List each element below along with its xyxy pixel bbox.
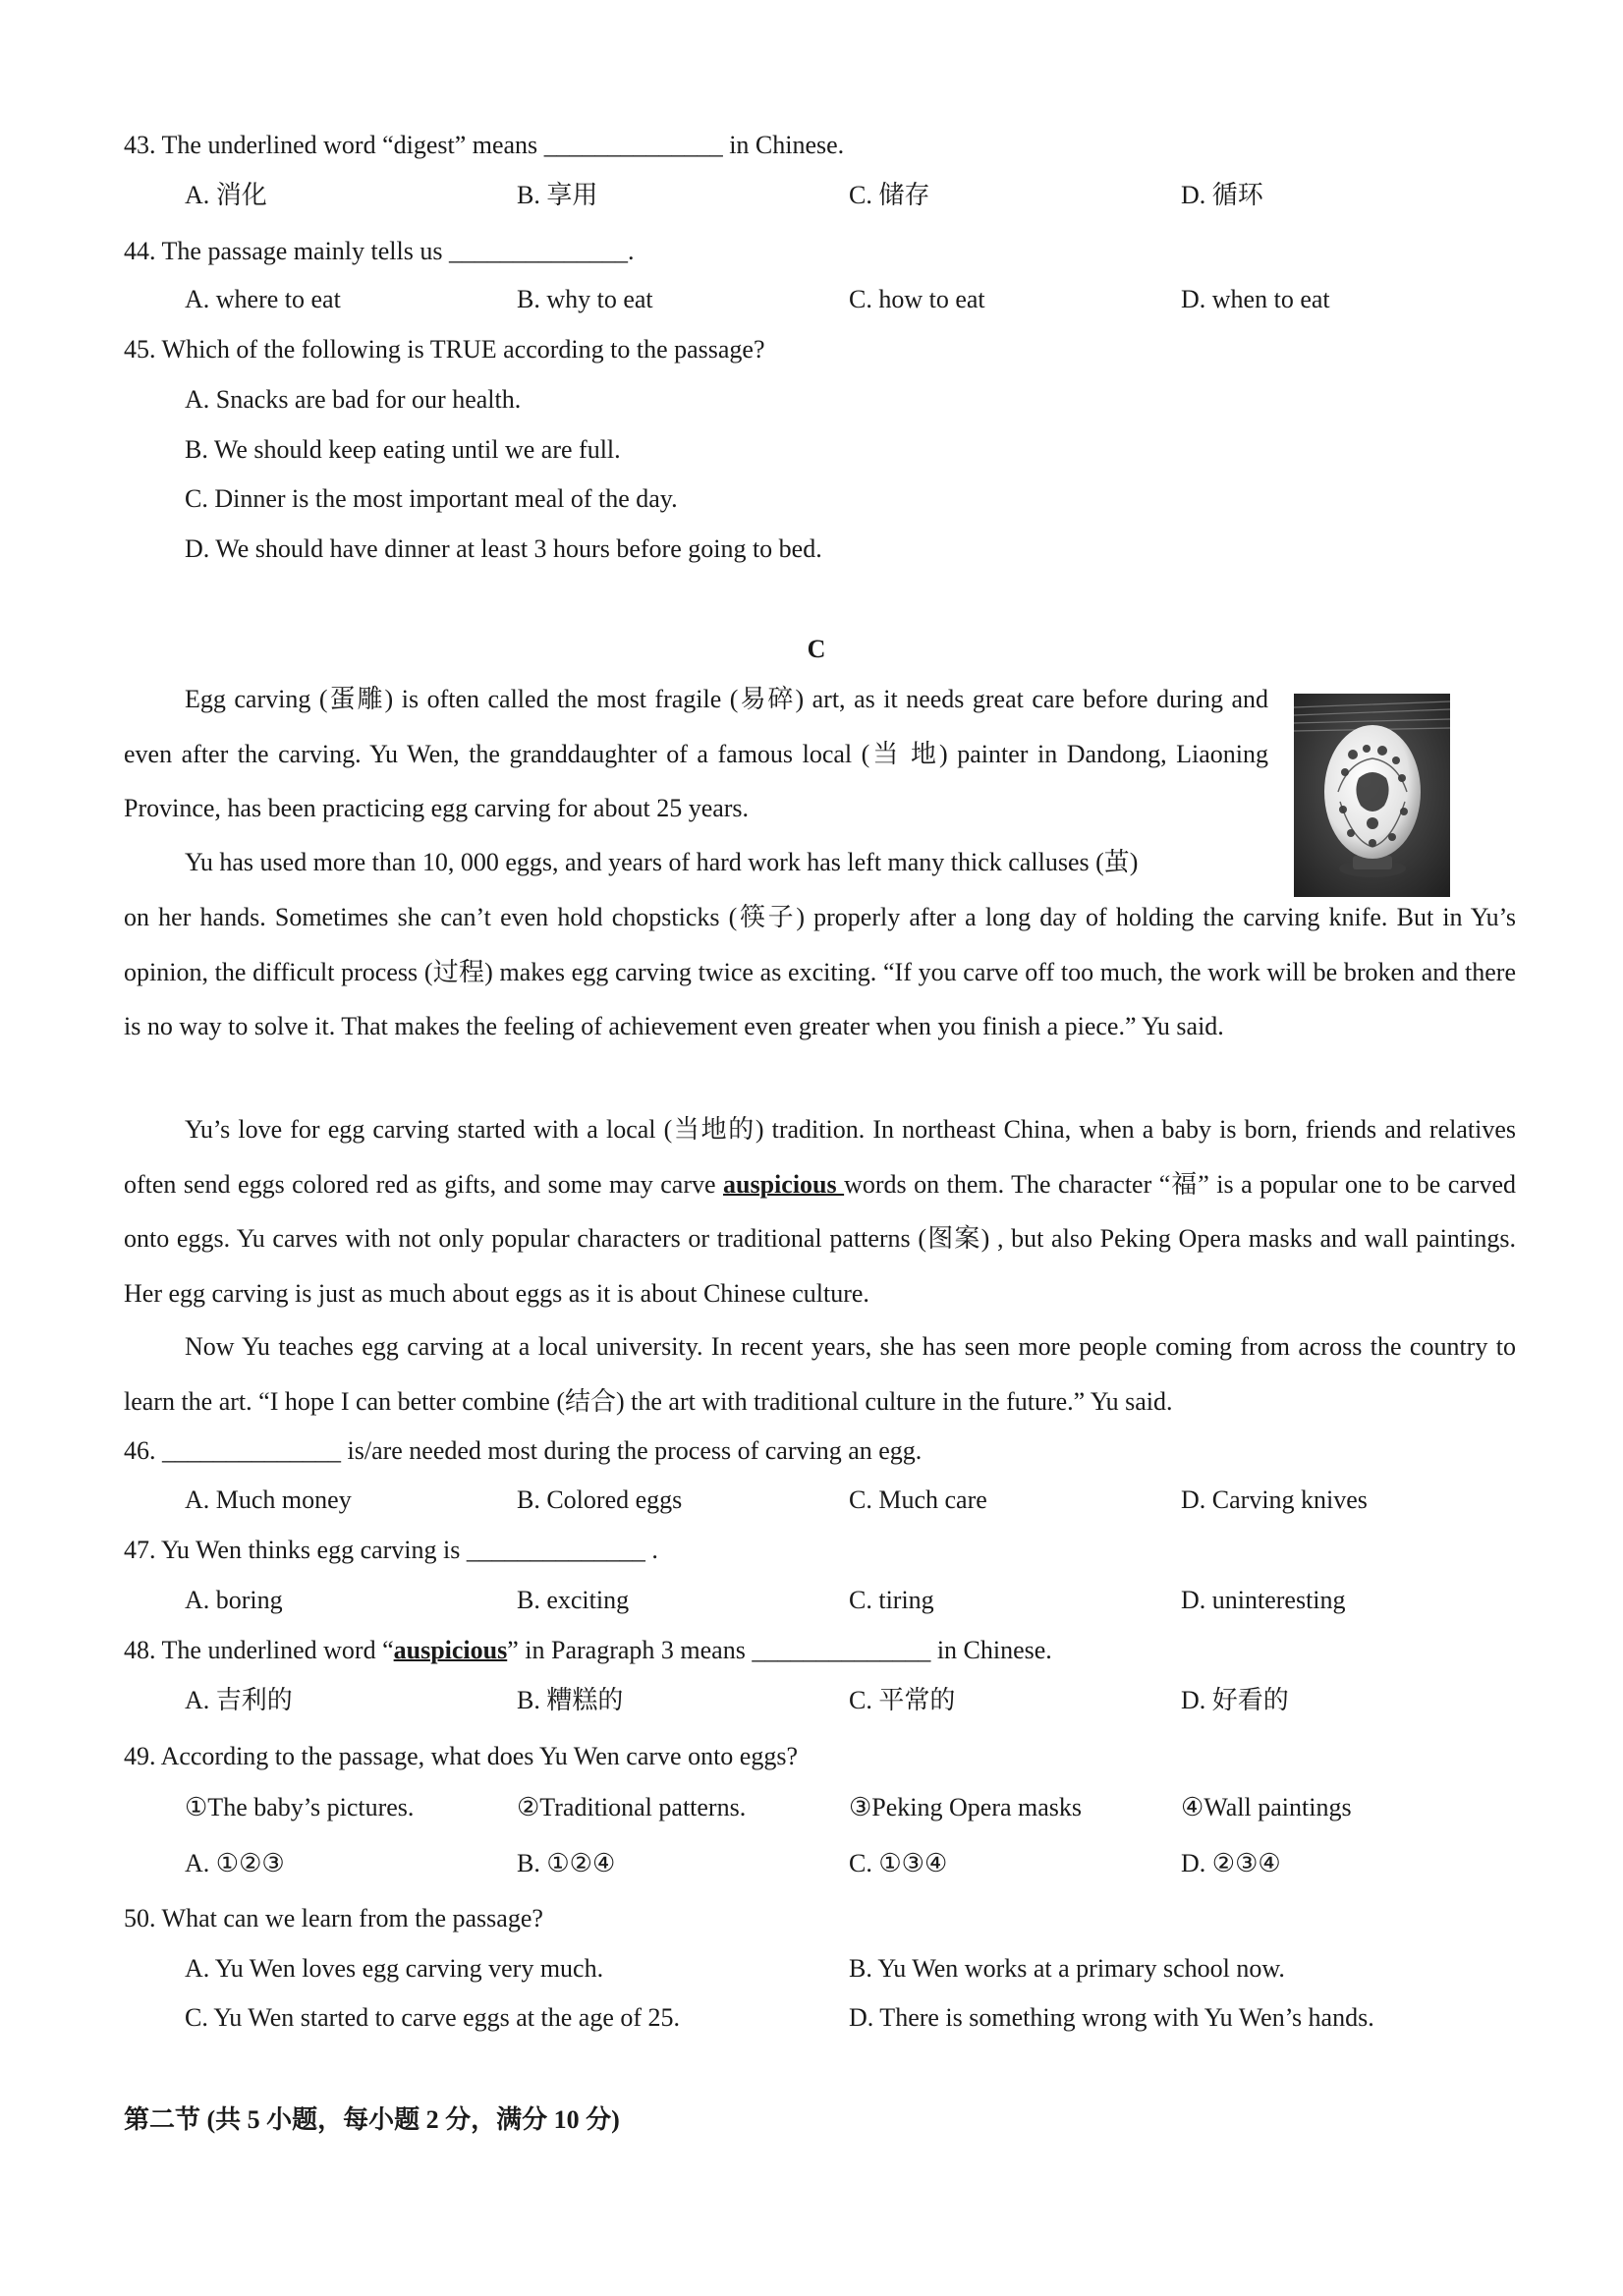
q43-option-d: D. 循环: [1181, 181, 1263, 209]
q44-option-b: B. why to eat: [517, 285, 653, 313]
q47-option-b: B. exciting: [517, 1586, 630, 1614]
q49-stem: 49. According to the passage, what does Yu Wen carve onto eggs?: [124, 1742, 799, 1770]
q49-option-a: A. ①②③: [185, 1849, 285, 1877]
q50-option-d: D. There is something wrong with Yu Wen’s hands.: [849, 2003, 1374, 2032]
paragraph-3-text-before: Yu’s love for egg carving started with a local (当地的) tradition. In northeast China, when a baby is born, friends and relatives often send eggs colored red as gifts, and some may carve: [124, 1115, 1516, 1199]
q43-option-a: A. 消化: [185, 181, 267, 209]
passage-c-paragraph-4: [124, 1319, 1516, 1428]
q43-stem-b: in Chinese.: [722, 131, 845, 159]
q45-option-b: B. We should keep eating until we are full.: [185, 435, 621, 464]
paragraph-4-text: Now Yu teaches egg carving at a local university. In recent years, she has seen more people coming from across the country to learn the art. “I hope I can better combine (结合) the art with traditional culture in the future.” Yu said.: [124, 1332, 1516, 1416]
q45-option-c: C. Dinner is the most important meal of the day.: [185, 484, 678, 513]
q46-option-c: C. Much care: [849, 1485, 987, 1514]
q45-stem: 45. Which of the following is TRUE according to the passage?: [124, 335, 765, 364]
q46-option-b: B. Colored eggs: [517, 1485, 683, 1514]
q47-option-a: A. boring: [185, 1586, 283, 1614]
passage-c-paragraph-2-rest: [124, 890, 1516, 1054]
passage-c-paragraph-2-start: [124, 835, 1268, 890]
q49-item-2: ②Traditional patterns.: [517, 1793, 747, 1821]
q47-stem: 47. Yu Wen thinks egg carving is ______________ .: [124, 1536, 658, 1564]
passage-c-paragraph-3: [124, 1102, 1516, 1320]
passage-c-heading: C: [807, 635, 826, 663]
q46-option-d: D. Carving knives: [1181, 1485, 1368, 1514]
q49-option-d: D. ②③④: [1181, 1849, 1281, 1877]
q48-option-a: A. 吉利的: [185, 1686, 293, 1714]
q44-option-d: D. when to eat: [1181, 285, 1330, 313]
q44-option-a: A. where to eat: [185, 285, 341, 313]
q48-stem: [124, 1633, 1052, 1668]
q49-item-3: ③Peking Opera masks: [849, 1793, 1083, 1821]
paragraph-1-text: Egg carving (蛋雕) is often called the most fragile (易碎) art, as it needs great care before during and even after the carving. Yu Wen, the granddaughter of a famous local (当 地) painter in Dandong, Liaoning Province, has been practicing egg carving for about 25 years.: [124, 685, 1268, 822]
q49-option-b: B. ①②④: [517, 1849, 616, 1877]
q48-stem-a: 48. The underlined word “: [124, 1636, 394, 1664]
q48-option-c: C. 平常的: [849, 1686, 956, 1714]
passage-c-paragraph-1: [124, 672, 1268, 836]
q44-option-c: C. how to eat: [849, 285, 985, 313]
egg-carving-photo: [1294, 694, 1450, 897]
q50-stem: 50. What can we learn from the passage?: [124, 1904, 543, 1932]
q50-option-c: C. Yu Wen started to carve eggs at the age of 25.: [185, 2003, 681, 2032]
q43-option-b: B. 享用: [517, 181, 598, 209]
q48-option-b: B. 糟糕的: [517, 1686, 624, 1714]
q48-underlined-word: auspicious: [393, 1636, 508, 1664]
q45-option-a: A. Snacks are bad for our health.: [185, 385, 522, 414]
q49-item-4: ④Wall paintings: [1181, 1793, 1352, 1821]
q50-option-b: B. Yu Wen works at a primary school now.: [849, 1954, 1285, 1983]
paragraph-2-text-a: Yu has used more than 10, 000 eggs, and years of hard work has left many thick calluses (茧): [185, 848, 1139, 876]
paragraph-3-text-after: words on them. The character “福” is a popular one to be carved onto eggs. Yu carves with not only popular characters or traditional patterns (图案) , but also Peking Opera masks and wall paintings. Her egg carving is just as much about eggs as it is about Chinese culture.: [124, 1169, 1517, 1308]
q47-option-d: D. uninteresting: [1181, 1586, 1346, 1614]
q43-stem-a: 43. The underlined word “digest” means: [124, 131, 544, 159]
underlined-word-auspicious: auspicious: [723, 1169, 845, 1199]
q43-stem: [124, 128, 844, 163]
q47-option-c: C. tiring: [849, 1586, 934, 1614]
q43-option-c: C. 储存: [849, 181, 930, 209]
q43-blank: ______________: [543, 131, 723, 159]
q49-option-c: C. ①③④: [849, 1849, 948, 1877]
section-2-title: 第二节 (共 5 小题，每小题 2 分，满分 10 分): [124, 2105, 620, 2134]
q48-option-d: D. 好看的: [1181, 1686, 1289, 1714]
q44-stem: 44. The passage mainly tells us ______________.: [124, 237, 635, 265]
paragraph-2-text-b: on her hands. Sometimes she can’t even hold chopsticks (筷子) properly after a long day of holding the carving knife. But in Yu’s opinion, the difficult process (过程) makes egg carving twice as exciting. “If you carve off too much, the work will be broken and there is no way to solve it. That makes the feeling of achievement even greater when you finish a piece.” Yu said.: [124, 903, 1516, 1040]
q48-stem-b: ” in Paragraph 3 means ______________ in Chinese.: [507, 1636, 1052, 1664]
q46-stem: 46. ______________ is/are needed most during the process of carving an egg.: [124, 1436, 923, 1465]
q45-option-d: D. We should have dinner at least 3 hours before going to bed.: [185, 534, 822, 563]
q49-item-1: ①The baby’s pictures.: [185, 1793, 415, 1821]
q50-option-a: A. Yu Wen loves egg carving very much.: [185, 1954, 604, 1983]
q46-option-a: A. Much money: [185, 1485, 352, 1514]
